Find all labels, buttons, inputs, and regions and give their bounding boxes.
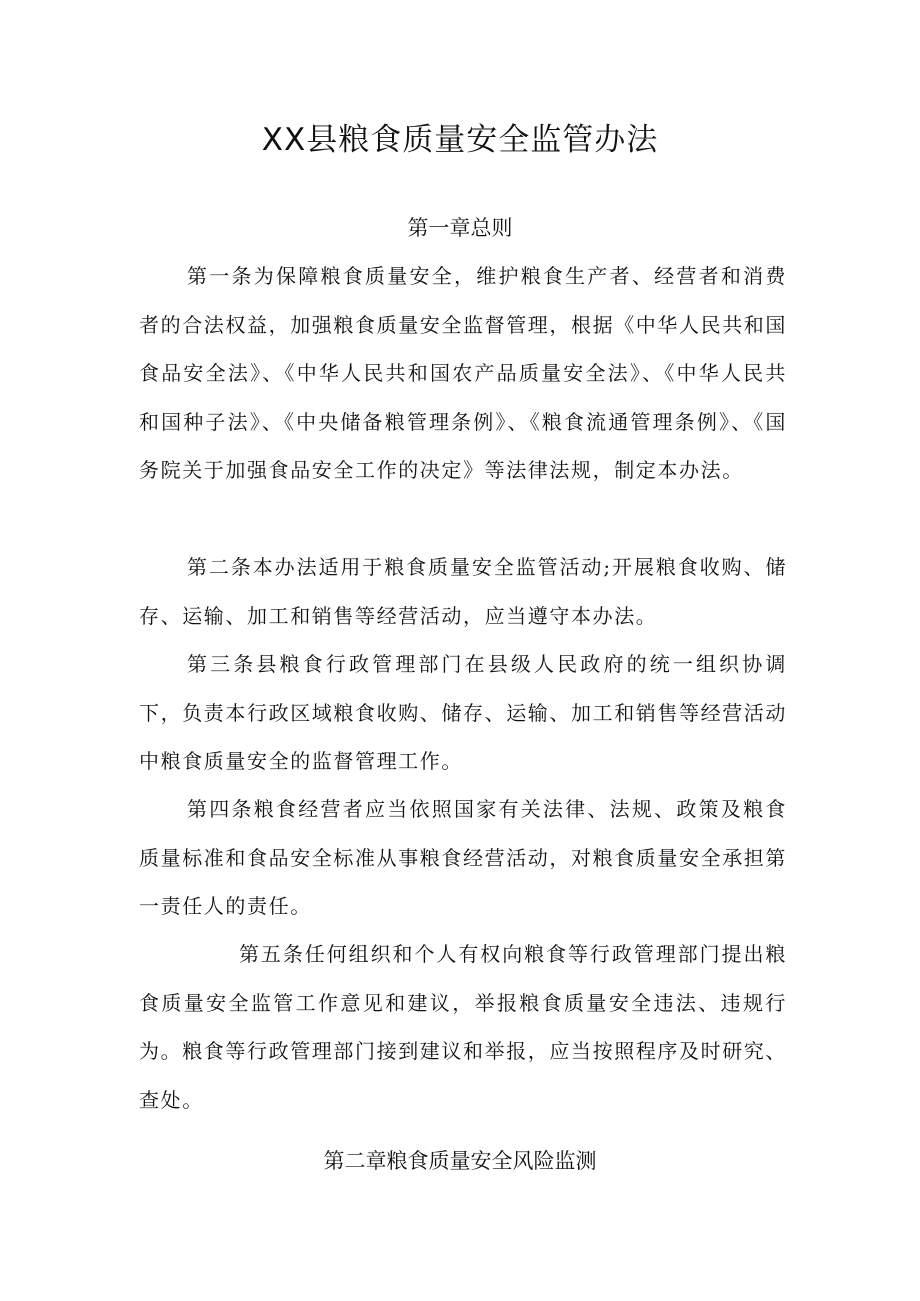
article-4: 第四条粮食经营者应当依照国家有关法律、法规、政策及粮食质量标准和食品安全标准从事粮食经营活动，对粮食质量安全承担第一责任人的责任。 [139, 797, 787, 918]
chapter-1-heading: 第一章总则 [407, 216, 513, 240]
article-1: 第一条为保障粮食质量安全，维护粮食生产者、经营者和消费者的合法权益，加强粮食质量安全监督管理，根据《中华人民共和国食品安全法》、《中华人民共和国农产品质量安全法》、《中华人民共和国种子法》、《中央储备粮管理条例》、《粮食流通管理条例》、《国务院关于加强食品安全工作的决定》等法律法规，制定本办法。 [139, 264, 787, 482]
article-5: 第五条任何组织和个人有权向粮食等行政管理部门提出粮食质量安全监管工作意见和建议，举报粮食质量安全违法、违规行为。粮食等行政管理部门接到建议和举报，应当按照程序及时研究、查处。 [139, 942, 787, 1112]
article-3: 第三条县粮食行政管理部门在县级人民政府的统一组织协调下，负责本行政区域粮食收购、储存、运输、加工和销售等经营活动中粮食质量安全的监督管理工作。 [139, 652, 787, 773]
chapter-2-heading: 第二章粮食质量安全风险监测 [323, 1149, 597, 1173]
document-title: XX县粮食质量安全监管办法 [261, 122, 659, 158]
article-2: 第二条本办法适用于粮食质量安全监管活动;开展粮食收购、储存、运输、加工和销售等经营活动，应当遵守本办法。 [139, 555, 787, 628]
